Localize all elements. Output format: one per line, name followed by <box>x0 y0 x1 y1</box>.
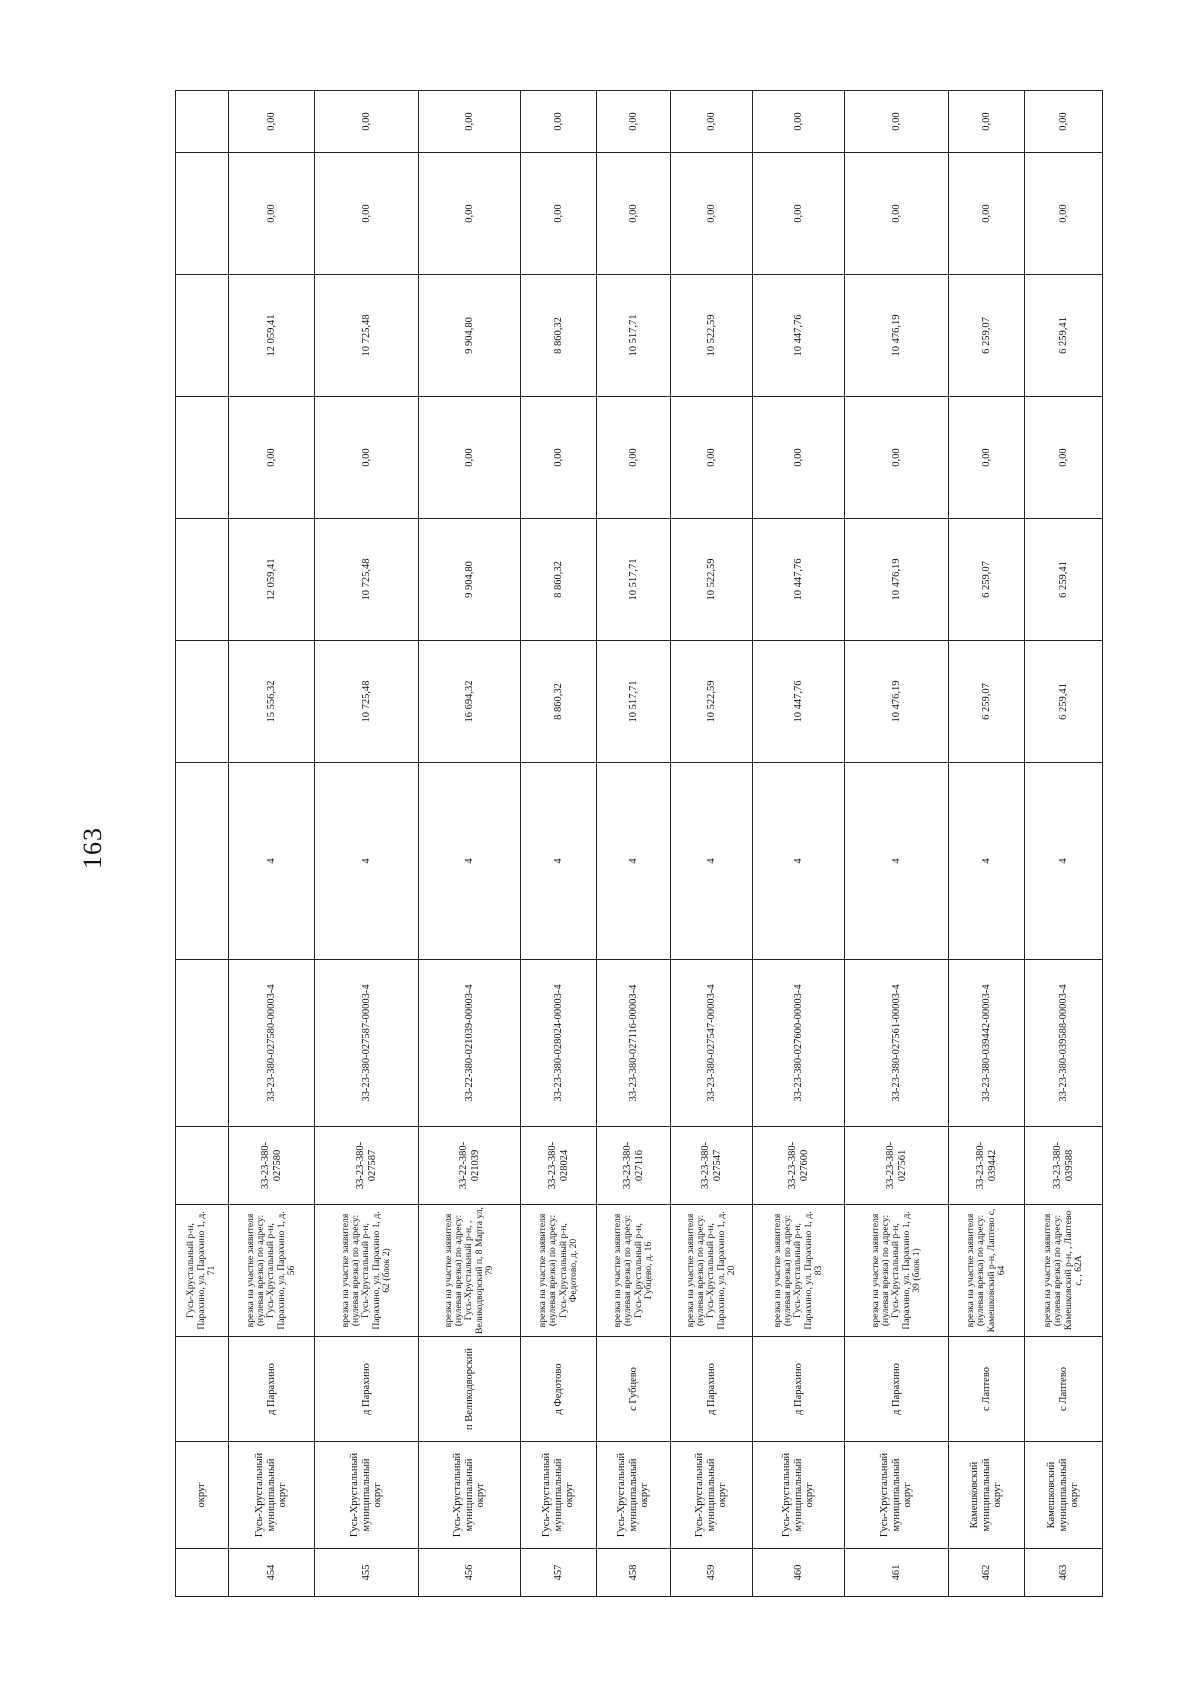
settlement-cell: п Великодворский <box>419 1336 521 1441</box>
value-cell: 10 522,59 <box>671 274 753 396</box>
row-number: 459 <box>671 1548 753 1597</box>
value-cell: 8 860,32 <box>521 640 597 762</box>
value-cell: 0,00 <box>521 152 597 274</box>
cont-row-v6 <box>175 90 229 152</box>
cont-row-v2 <box>175 518 229 640</box>
value-cell: 10 447,76 <box>753 640 845 762</box>
value-cell: 8 860,32 <box>521 518 597 640</box>
settlement-cell: д Парахино <box>315 1336 419 1441</box>
row-number: 457 <box>521 1548 597 1597</box>
value-cell: 10 725,48 <box>315 518 419 640</box>
okrug-cell: Гусь-Хрустальный муниципальный округ <box>753 1441 845 1548</box>
value-cell: 0,00 <box>949 396 1025 518</box>
value-cell: 8 860,32 <box>521 274 597 396</box>
settlement-cell: с Лаптево <box>949 1336 1025 1441</box>
address-cell: врезка на участке заявителя (нулевая врезка) по адресу: Гусь-Хрустальный р-н, Федотово, д. 20 <box>521 1204 597 1336</box>
category-cell: 4 <box>753 762 845 959</box>
value-cell: 0,00 <box>597 396 671 518</box>
value-cell: 10 517,71 <box>597 518 671 640</box>
value-cell: 6 259,41 <box>1025 640 1103 762</box>
cadastral-block-cell: 33-23-380-027587 <box>315 1126 419 1204</box>
cont-row-v3 <box>175 396 229 518</box>
value-cell: 6 259,41 <box>1025 518 1103 640</box>
value-cell: 0,00 <box>949 90 1025 152</box>
value-cell: 0,00 <box>753 90 845 152</box>
value-cell: 0,00 <box>671 396 753 518</box>
okrug-cell: Гусь-Хрустальный муниципальный округ <box>845 1441 949 1548</box>
object-id-cell: 33-23-380-027580-00003-4 <box>229 959 315 1126</box>
address-cell: врезка на участке заявителя (нулевая врезка) по адресу: Гусь-Хрустальный р-н, Парахино, ул. Парахино 1, д. 83 <box>753 1204 845 1336</box>
cadastral-block-cell: 33-23-380-027600 <box>753 1126 845 1204</box>
tariff-table <box>175 90 1084 1597</box>
address-cell: врезка на участке заявителя (нулевая врезка) по адресу: Гусь-Хрустальный р-н, Парахино, ул. Парахино 1, д. 39 (блок 1) <box>845 1204 949 1336</box>
okrug-cell: Гусь-Хрустальный муниципальный округ <box>521 1441 597 1548</box>
value-cell: 0,00 <box>229 152 315 274</box>
row-number: 454 <box>229 1548 315 1597</box>
okrug-cell: Гусь-Хрустальный муниципальный округ <box>315 1441 419 1548</box>
address-cell: врезка на участке заявителя (нулевая врезка) по адресу: Гусь-Хрустальный р-н, Парахино, ул. Парахино 1, д. 56 <box>229 1204 315 1336</box>
value-cell: 9 904,80 <box>419 518 521 640</box>
table-rotation-wrapper <box>175 90 1084 1597</box>
category-cell: 4 <box>845 762 949 959</box>
okrug-cell: Гусь-Хрустальный муниципальный округ <box>671 1441 753 1548</box>
cadastral-block-cell: 33-23-380-039588 <box>1025 1126 1103 1204</box>
cadastral-block-cell: 33-23-380-027561 <box>845 1126 949 1204</box>
value-cell: 0,00 <box>315 396 419 518</box>
cadastral-block-cell: 33-23-380-039442 <box>949 1126 1025 1204</box>
value-cell: 10 476,19 <box>845 274 949 396</box>
value-cell: 6 259,07 <box>949 518 1025 640</box>
value-cell: 0,00 <box>315 152 419 274</box>
value-cell: 0,00 <box>671 152 753 274</box>
object-id-cell: 33-23-380-039442-00003-4 <box>949 959 1025 1126</box>
row-number: 460 <box>753 1548 845 1597</box>
category-cell: 4 <box>229 762 315 959</box>
value-cell: 0,00 <box>419 152 521 274</box>
object-id-cell: 33-23-380-027600-00003-4 <box>753 959 845 1126</box>
value-cell: 0,00 <box>949 152 1025 274</box>
okrug-cell: Камешковский муниципальный округ <box>1025 1441 1103 1548</box>
row-number: 463 <box>1025 1548 1103 1597</box>
address-cell: врезка на участке заявителя (нулевая врезка) по адресу: Гусь-Хрустальный р-н, , Великодворский п, 8 Марта ул, 79 <box>419 1204 521 1336</box>
page-number: 163 <box>78 827 107 869</box>
value-cell: 9 904,80 <box>419 274 521 396</box>
object-id-cell: 33-23-380-039588-00003-4 <box>1025 959 1103 1126</box>
object-id-cell: 33-23-380-027547-00003-4 <box>671 959 753 1126</box>
value-cell: 0,00 <box>597 90 671 152</box>
settlement-cell: д Парахино <box>229 1336 315 1441</box>
value-cell: 6 259,07 <box>949 640 1025 762</box>
value-cell: 0,00 <box>845 152 949 274</box>
value-cell: 0,00 <box>845 396 949 518</box>
settlement-cell: с Лаптево <box>1025 1336 1103 1441</box>
value-cell: 15 556,32 <box>229 640 315 762</box>
value-cell: 0,00 <box>1025 90 1103 152</box>
value-cell: 0,00 <box>1025 396 1103 518</box>
value-cell: 10 447,76 <box>753 518 845 640</box>
object-id-cell: 33-23-380-027116-00003-4 <box>597 959 671 1126</box>
value-cell: 10 447,76 <box>753 274 845 396</box>
okrug-cell: Гусь-Хрустальный муниципальный округ <box>229 1441 315 1548</box>
value-cell: 12 059,41 <box>229 274 315 396</box>
category-cell: 4 <box>1025 762 1103 959</box>
object-id-cell: 33-23-380-027587-00003-4 <box>315 959 419 1126</box>
category-cell: 4 <box>521 762 597 959</box>
value-cell: 0,00 <box>229 90 315 152</box>
row-number: 462 <box>949 1548 1025 1597</box>
cont-row-v5 <box>175 152 229 274</box>
settlement-cell: д Федотово <box>521 1336 597 1441</box>
cont-row-address: Гусь-Хрустальный р-н, Парахино, ул. Парахино 1, д. 71 <box>175 1204 229 1336</box>
value-cell: 0,00 <box>1025 152 1103 274</box>
settlement-cell: д Парахино <box>753 1336 845 1441</box>
cont-row-cadastral <box>175 1126 229 1204</box>
value-cell: 0,00 <box>521 396 597 518</box>
value-cell: 10 476,19 <box>845 518 949 640</box>
value-cell: 10 517,71 <box>597 274 671 396</box>
cont-row-object-id <box>175 959 229 1126</box>
value-cell: 16 694,32 <box>419 640 521 762</box>
value-cell: 10 725,48 <box>315 274 419 396</box>
value-cell: 0,00 <box>419 90 521 152</box>
address-cell: врезка на участке заявителя (нулевая врезка) по адресу: Камешковский р-н, , Лаптево с, , 62А <box>1025 1204 1103 1336</box>
cont-row-category <box>175 762 229 959</box>
address-cell: врезка на участке заявителя (нулевая врезка) по адресу: Гусь-Хрустальный р-н, Губцево, д. 16 <box>597 1204 671 1336</box>
address-cell: врезка на участке заявителя (нулевая врезка) по адресу: Гусь-Хрустальный р-н, Парахино, ул. Парахино 1, д. 62 (блок 2) <box>315 1204 419 1336</box>
value-cell: 0,00 <box>597 152 671 274</box>
cont-row-v1 <box>175 640 229 762</box>
address-cell: врезка на участке заявителя (нулевая врезка) по адресу: Камешковский р-н, Лаптево с, 64 <box>949 1204 1025 1336</box>
value-cell: 10 517,71 <box>597 640 671 762</box>
object-id-cell: 33-22-380-021039-00003-4 <box>419 959 521 1126</box>
value-cell: 0,00 <box>419 396 521 518</box>
value-cell: 0,00 <box>521 90 597 152</box>
cont-row-okrug: округ <box>175 1441 229 1548</box>
address-cell: врезка на участке заявителя (нулевая врезка) по адресу: Гусь-Хрустальный р-н, Парахино, ул. Парахино 1, д. 20 <box>671 1204 753 1336</box>
cont-row-settlement <box>175 1336 229 1441</box>
value-cell: 0,00 <box>753 152 845 274</box>
category-cell: 4 <box>315 762 419 959</box>
row-number: 461 <box>845 1548 949 1597</box>
value-cell: 10 476,19 <box>845 640 949 762</box>
category-cell: 4 <box>597 762 671 959</box>
cont-row-no <box>175 1548 229 1597</box>
value-cell: 10 725,48 <box>315 640 419 762</box>
value-cell: 0,00 <box>229 396 315 518</box>
okrug-cell: Гусь-Хрустальный муниципальный округ <box>419 1441 521 1548</box>
value-cell: 10 522,59 <box>671 518 753 640</box>
cont-row-v4 <box>175 274 229 396</box>
cadastral-block-cell: 33-23-380-028024 <box>521 1126 597 1204</box>
category-cell: 4 <box>671 762 753 959</box>
object-id-cell: 33-23-380-027561-00003-4 <box>845 959 949 1126</box>
category-cell: 4 <box>419 762 521 959</box>
value-cell: 0,00 <box>845 90 949 152</box>
row-number: 456 <box>419 1548 521 1597</box>
cadastral-block-cell: 33-22-380-021039 <box>419 1126 521 1204</box>
settlement-cell: д Парахино <box>671 1336 753 1441</box>
value-cell: 10 522,59 <box>671 640 753 762</box>
value-cell: 0,00 <box>315 90 419 152</box>
okrug-cell: Камешковский муниципальный округ <box>949 1441 1025 1548</box>
value-cell: 0,00 <box>671 90 753 152</box>
row-number: 455 <box>315 1548 419 1597</box>
cadastral-block-cell: 33-23-380-027547 <box>671 1126 753 1204</box>
row-number: 458 <box>597 1548 671 1597</box>
object-id-cell: 33-23-380-028024-00003-4 <box>521 959 597 1126</box>
value-cell: 12 059,41 <box>229 518 315 640</box>
settlement-cell: д Парахино <box>845 1336 949 1441</box>
value-cell: 6 259,07 <box>949 274 1025 396</box>
value-cell: 6 259,41 <box>1025 274 1103 396</box>
okrug-cell: Гусь-Хрустальный муниципальный округ <box>597 1441 671 1548</box>
cadastral-block-cell: 33-23-380-027580 <box>229 1126 315 1204</box>
cadastral-block-cell: 33-23-380-027116 <box>597 1126 671 1204</box>
category-cell: 4 <box>949 762 1025 959</box>
value-cell: 0,00 <box>753 396 845 518</box>
settlement-cell: с Губцево <box>597 1336 671 1441</box>
